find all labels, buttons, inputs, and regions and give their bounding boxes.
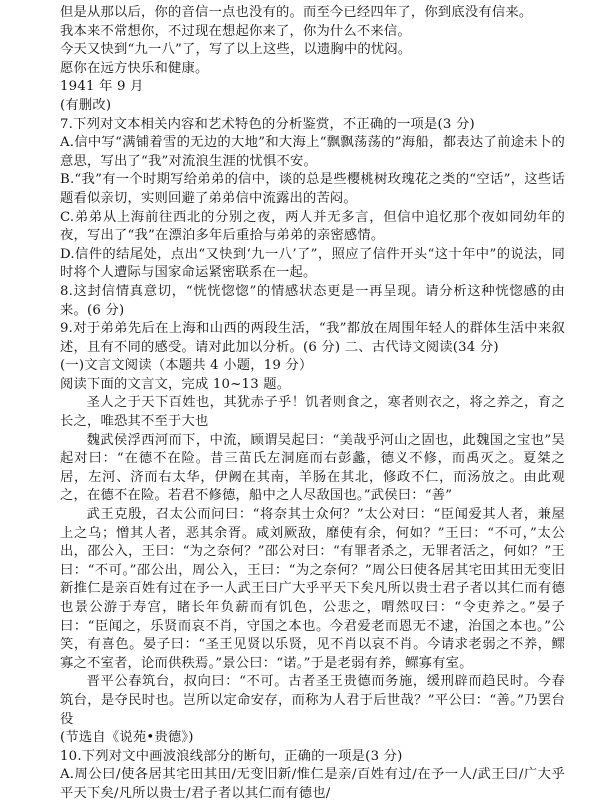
question-7-option-a: A.信中写“满铺着雪的无边的大地”和大海上“飘飘荡荡的”海船，都表达了前途未卜的意思，写出了“我”对流浪生涯的忧惧不安。 bbox=[60, 135, 565, 169]
passage-source: (节选自《说苑•贵德》) bbox=[60, 730, 194, 746]
question-7-option-c: C.弟弟从上海前往西北的分别之夜，两人并无多言，但信中追忆那个夜如同幼年的夜，写出了“我”在漂泊多年后重拾与弟弟的亲密感情。 bbox=[60, 209, 565, 244]
question-7-option-d: D.信件的结尾处，点出“又快到‘九一八’了”，照应了信件开头“这十年中”的说法，同时将个人遭际与国家命运紧密联系在一起。 bbox=[60, 246, 565, 281]
letter-date: 1941 年 9 月 bbox=[60, 79, 144, 95]
letter-line: 我本来不常想你，不过现在想起你来了，你为什么不来信。 bbox=[60, 23, 411, 39]
letter-line: 但是从那以后，你的音信一点也没有的。而至今已经四年了，你到底没有信来。 bbox=[60, 5, 533, 20]
question-9: 9.对于弟弟先后在上海和山西的两段生活，“我”都放在周围年轻人的群体生活中来叙述，且有不同的感受。请对此加以分析。(6 分) 二、古代诗文阅读(34 分) bbox=[60, 321, 565, 355]
letter-note: (有删改) bbox=[60, 97, 112, 113]
letter-line: 今天又快到“九一八”了，写了以上这些，以遗胸中的忧闷。 bbox=[60, 42, 412, 58]
question-10-option-a: A.周公曰/使各居其宅田其田/无变旧新/惟仁是亲/百姓有过/在予一人/武王曰/广大乎平天下矣/凡所以贵士/君子者以其仁而有德也/ bbox=[60, 767, 565, 801]
passage-paragraph: 圣人之于天下百姓也，其犹赤子乎！饥者则食之，寒者则衣之，将之养之，育之长之，唯恐其不至于大也 bbox=[60, 395, 565, 430]
section-title: (一)文言文阅读（本题共 4 小题，19 分） bbox=[60, 358, 313, 374]
passage-paragraph: 晋平公春筑台，叔向曰：“不可。古者圣王贵德而务施，缓刑辟而趋民时。今春筑台，是夺民时也。岂所以定命安存，而称为人君于后世哉？”平公曰：“善。”乃罢台役 bbox=[60, 674, 565, 727]
question-8: 8.这封信情真意切，“恍恍惚惚”的情感状态更是一再呈现。请分析这种恍惚感的由来。(6 分) bbox=[60, 283, 565, 318]
letter-line: 愿你在远方快乐和健康。 bbox=[60, 60, 209, 76]
reading-instruction: 阅读下面的文言文，完成 10~13 题。 bbox=[60, 376, 291, 392]
passage-paragraph: 武王克殷，召太公而问曰：“将奈其士众何？”太公对曰：“臣闻爱其人者，兼屋上之乌；憎其人者，恶其余胥。咸刘厥敌，靡使有余，何如？”王曰：“不可，”太公出，邵公入，王曰：“为之奈何？”邵公对曰：“有罪者杀之，无罪者活之，何如？”王曰：“不可。”邵公出，周公入，王曰：“为之奈何？”周公曰使各居其宅田其田无变旧新推仁是亲百姓有过在予一人武王曰广大乎平天下矣凡所以贵士君子者以其仁而有德也景公游于寿宫，睹长年负薪而有饥色，公悲之，喟然叹曰：“令吏养之。”晏子曰：“臣闻之，乐贤而哀不肖，守国之本也。今君爱老而恩无不逮，治国之本也。”公笑，有喜色。晏子曰：“圣王见贤以乐贤，见不肖以哀不肖。今请求老弱之不养，鳏寡之不室者，论而供秩焉。”景公曰：“诺。”于是老弱有养，鳏寡有室。 bbox=[60, 507, 565, 671]
passage-paragraph: 魏武侯浮西河而下，中流，顾谓吴起曰：“美哉乎河山之固也，此魏国之宝也”吴起对曰：“在德不在险。昔三苗氏左洞庭而右彭蠡，德义不修，而禹灭之。夏桀之居，左河、济而右太华，伊阙在其南，羊肠在其北，修政不仁，而汤放之。由此观之，在德不在险。若君不修德，船中之人尽敌国也。”武侯曰：“善” bbox=[60, 432, 565, 504]
question-10-stem: 10.下列对文中画波浪线部分的断句，正确的一项是(3 分) bbox=[60, 748, 403, 764]
question-7-option-b: B.“我”有一个时期写给弟弟的信中，谈的总是些樱桃树玫瑰花之类的“空话”，这些话题看似亲切，实则回避了弟弟信中流露出的苦闷。 bbox=[60, 172, 565, 206]
question-7-stem: 7.下列对文本相关内容和艺术特色的分析鉴赏，不正确的一项是(3 分) bbox=[60, 116, 475, 132]
